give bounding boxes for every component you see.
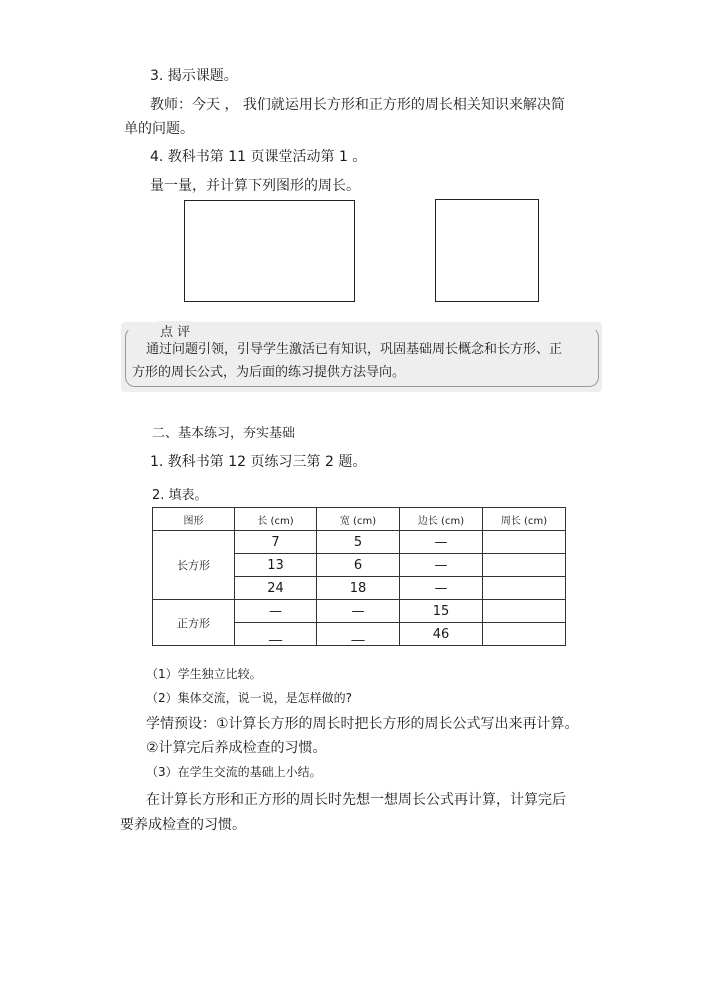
rectangle-figure xyxy=(184,200,355,302)
table-header: 宽 (cm) xyxy=(317,508,400,531)
step-2: （2）集体交流，说一说，是怎样做的? xyxy=(146,691,353,705)
table-cell xyxy=(483,577,566,600)
table-header-row xyxy=(153,508,566,531)
commentary-line-1: 通过问题引领，引导学生激活已有知识，巩固基础周长概念和长方形、正 xyxy=(146,342,563,357)
part2-item-2: 2. 填表。 xyxy=(152,488,208,503)
part2-heading: 二、基本练习，夯实基础 xyxy=(152,426,296,441)
table-cell: 7 xyxy=(235,531,317,554)
table-cell xyxy=(483,554,566,577)
table-cell: — xyxy=(235,600,317,623)
table-cell: 15 xyxy=(400,600,483,623)
table-cell xyxy=(483,600,566,623)
step-preset: 学情预设：①计算长方形的周长时把长方形的周长公式写出来再计算。 xyxy=(146,716,579,732)
table-header: 图形 xyxy=(153,508,235,531)
table-cell: 13 xyxy=(235,554,317,577)
table-cell: 6 xyxy=(317,554,400,577)
row-label-rectangle: 长方形 xyxy=(153,531,235,600)
textbook-activity-line: 4. 教科书第 11 页课堂活动第 1 。 xyxy=(150,149,367,165)
fill-in-table xyxy=(152,507,566,646)
table-cell: 46 xyxy=(400,623,483,646)
square-figure xyxy=(435,199,539,302)
table-row xyxy=(153,600,566,623)
part2-item-1: 1. 教科书第 12 页练习三第 2 题。 xyxy=(150,454,367,470)
table-header: 边长 (cm) xyxy=(400,508,483,531)
table-cell: — xyxy=(400,577,483,600)
row-label-square: 正方形 xyxy=(153,600,235,646)
teacher-line-2: 单的问题。 xyxy=(124,121,194,137)
table-header: 周长 (cm) xyxy=(483,508,566,531)
step-3: （3）在学生交流的基础上小结。 xyxy=(146,765,322,779)
table-cell xyxy=(483,623,566,646)
measure-instruction: 量一量，并计算下列图形的周长。 xyxy=(150,178,360,194)
table-cell: — xyxy=(317,600,400,623)
table-header: 长 (cm) xyxy=(235,508,317,531)
step-preset-2: ②计算完后养成检查的习惯。 xyxy=(146,740,327,756)
table-cell: 18 xyxy=(317,577,400,600)
table-cell: — xyxy=(400,554,483,577)
table-cell: 24 xyxy=(235,577,317,600)
step-1: （1）学生独立比较。 xyxy=(146,667,262,681)
teacher-line-1: 教师：今天 ， 我们就运用长方形和正方形的周长相关知识来解决简 xyxy=(150,97,565,113)
table-cell xyxy=(483,531,566,554)
table-cell: __ xyxy=(235,623,317,646)
table-row xyxy=(153,531,566,554)
summary-line-2: 要养成检查的习惯。 xyxy=(120,817,246,833)
table-cell: — xyxy=(400,531,483,554)
table-cell: 5 xyxy=(317,531,400,554)
summary-line-1: 在计算长方形和正方形的周长时先想一想周长公式再计算，计算完后 xyxy=(146,792,566,808)
heading-reveal-topic: 3. 揭示课题。 xyxy=(150,68,238,84)
commentary-line-2: 方形的周长公式，为后面的练习提供方法导向。 xyxy=(132,365,406,380)
table-cell: __ xyxy=(317,623,400,646)
commentary-title: 点 评 xyxy=(158,321,192,340)
